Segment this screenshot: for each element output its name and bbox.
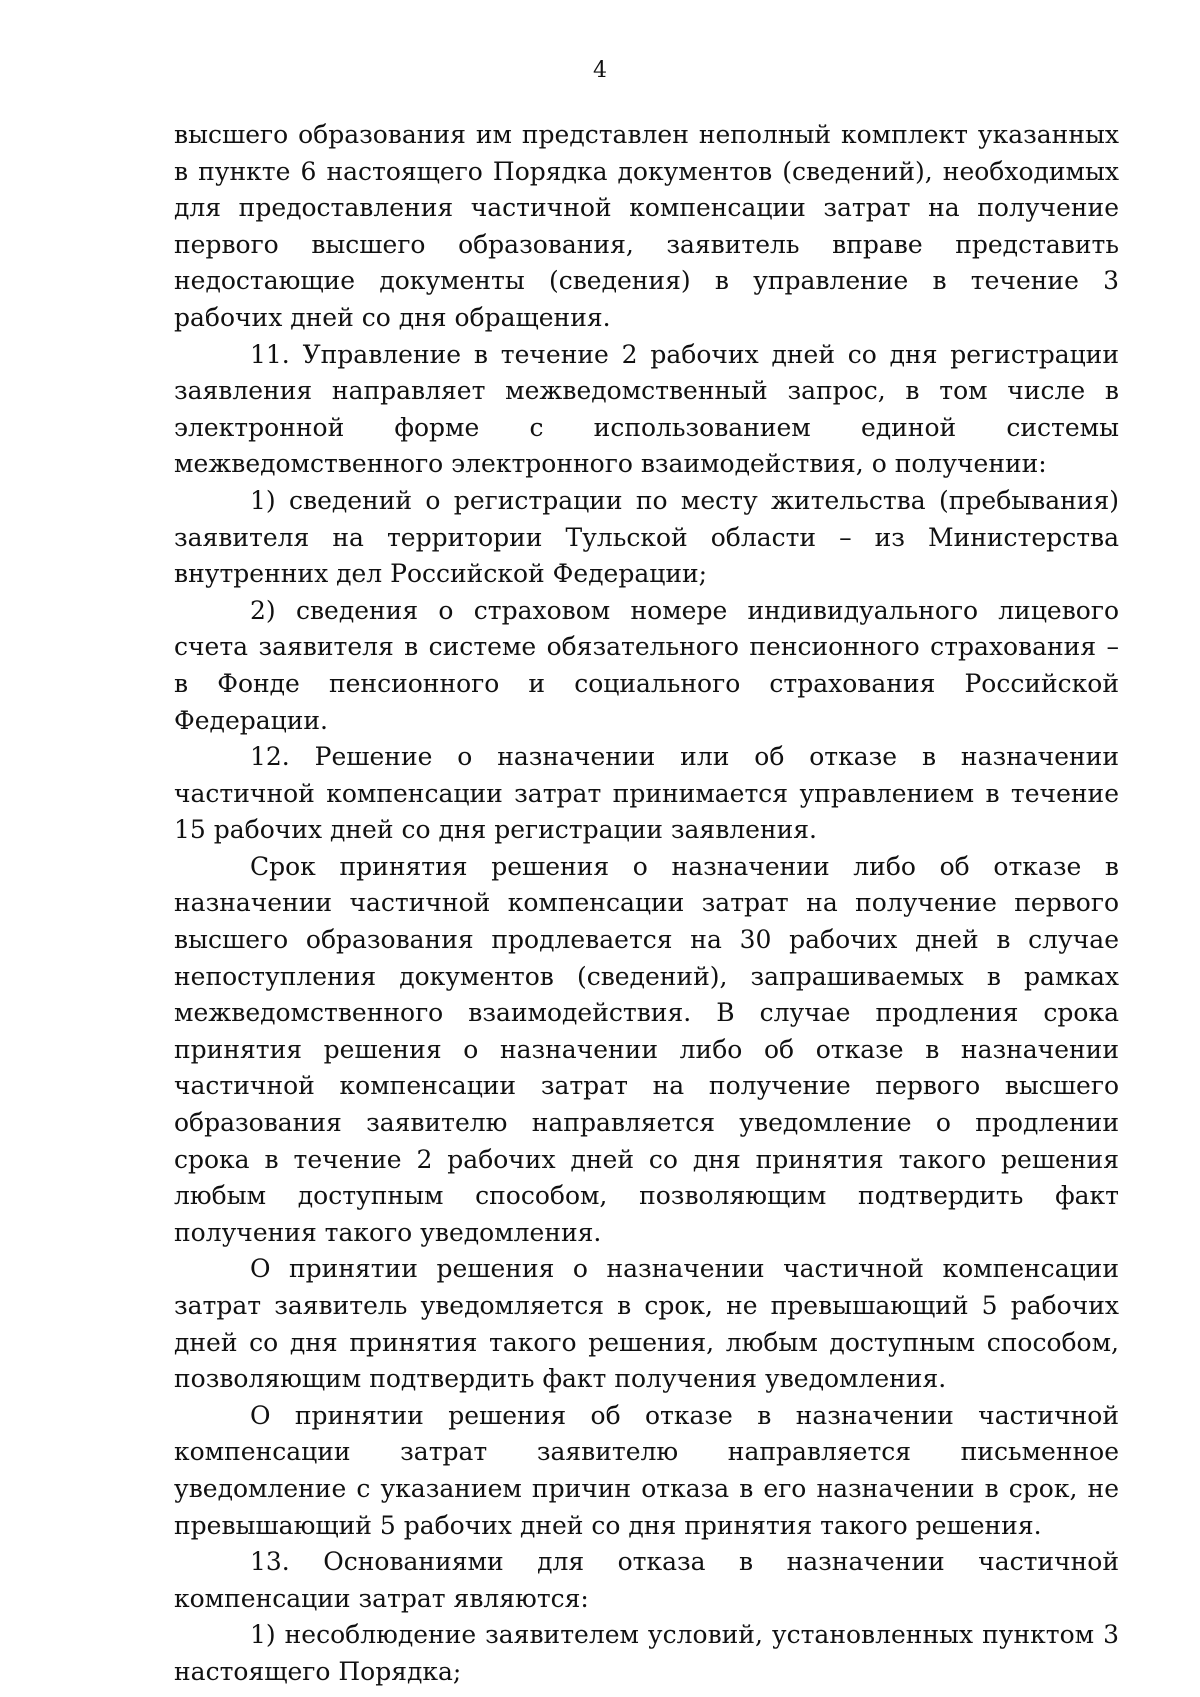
paragraph-refusal-notice: О принятии решения об отказе в назначении частичной компенсации затрат заявителю направляется письменное уведомление с указанием причин отказа в его назначении в срок, не превышающий 5 рабочих дней со дня принятия такого решения.	[174, 1400, 1119, 1540]
paragraph-item-13: 13. Основаниями для отказа в назначении частичной компенсации затрат являются:	[174, 1547, 1119, 1613]
paragraph-subitem-13-1: 1) несоблюдение заявителем условий, установленных пунктом 3 настоящего Порядка;	[174, 1620, 1119, 1686]
paragraph-item-11: 11. Управление в течение 2 рабочих дней со дня регистрации заявления направляет межведомственный запрос, в том числе в электронной форме с использованием единой системы межведомственного электронного взаимодействия, о получении:	[174, 339, 1119, 479]
document-body	[174, 117, 1119, 1691]
paragraph-item-12: 12. Решение о назначении или об отказе в назначении частичной компенсации затрат принимается управлением в течение 15 рабочих дней со дня регистрации заявления.	[174, 742, 1119, 845]
paragraph-subitem-11-2: 2) сведения о страховом номере индивидуального лицевого счета заявителя в системе обязательного пенсионного страхования – в Фонде пенсионного и социального страхования Российской Федерации.	[174, 595, 1119, 735]
paragraph-approval-notice: О принятии решения о назначении частичной компенсации затрат заявитель уведомляется в срок, не превышающий 5 рабочих дней со дня принятия такого решения, любым доступным способом, позволяющим подтвердить факт получения уведомления.	[174, 1254, 1119, 1394]
paragraph-subitem-11-1: 1) сведений о регистрации по месту жительства (пребывания) заявителя на территории Тульской области – из Министерства внутренних дел Российской Федерации;	[174, 485, 1119, 589]
paragraph-extension-term: Срок принятия решения о назначении либо об отказе в назначении частичной компенсации затрат на получение первого высшего образования продлевается на 30 рабочих дней в случае непоступления документов (сведений), запрашиваемых в рамках межведомственного взаимодействия. В случае продления срока принятия решения о назначении либо об отказе в назначении частичной компенсации затрат на получение первого высшего образования заявителю направляется уведомление о продлении срока в течение 2 рабочих дней со дня принятия такого решения любым доступным способом, позволяющим подтвердить факт получения такого уведомления.	[174, 851, 1119, 1247]
paragraph-continuation: высшего образования им представлен неполный комплект указанных в пункте 6 настоящего Порядка документов (сведений), необходимых для предоставления частичной компенсации затрат на получение первого высшего образования, заявитель вправе представить недостающие документы (сведения) в управление в течение 3 рабочих дней со дня обращения.	[174, 120, 1119, 332]
page-number: 4	[593, 58, 607, 83]
